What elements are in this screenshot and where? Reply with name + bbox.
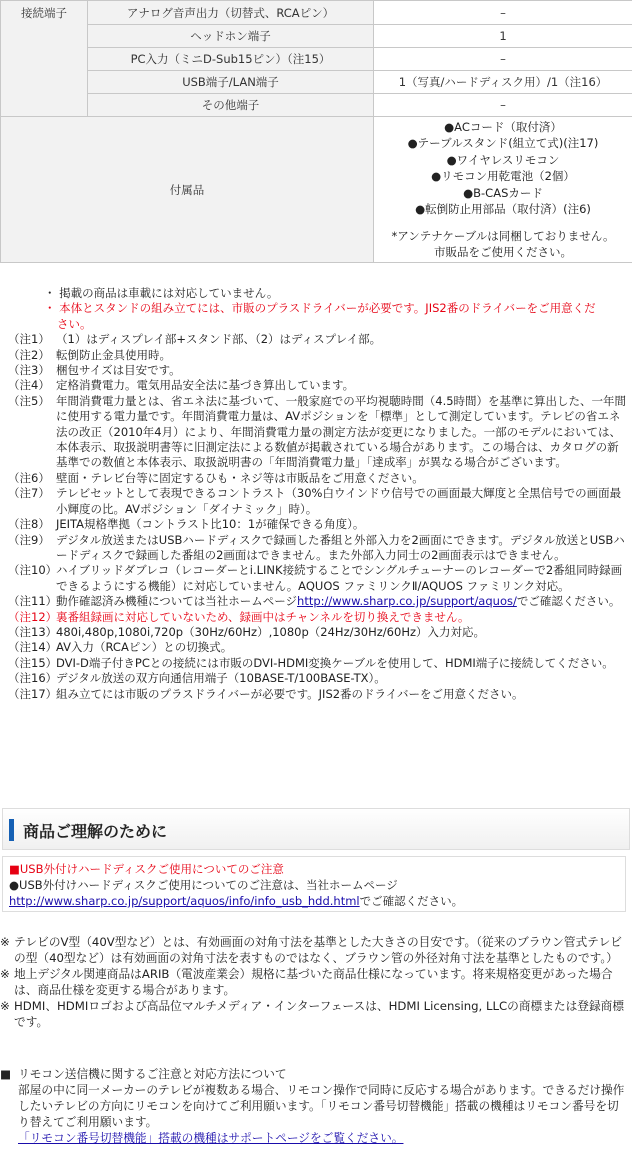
remark-mark: ※	[0, 935, 10, 949]
footnote	[8, 656, 628, 671]
remote-notice	[0, 1066, 628, 1146]
support-aquos-link[interactable]: http://www.sharp.co.jp/support/aquos/	[297, 594, 517, 609]
spec-label: PC入力（ミニD-Sub15ピン）（注15）	[88, 48, 374, 71]
footnote-text: AV入力（RCAピン）との切換式。	[56, 640, 233, 655]
footnote-text: 組み立てには市販のプラスドライバーが必要です。JIS2番のドライバーをご用意ください。	[56, 686, 524, 701]
footnote-text: DVI-D端子付きPCとの接続には市販のDVI-HDMI変換ケーブルを使用して、HDMI端子に接続してください。	[56, 655, 614, 670]
spec-value: 1	[374, 25, 632, 48]
accessory-note: *アンテナケーブルは同梱しておりません。	[391, 228, 615, 243]
square-bullet-icon: ■	[0, 1067, 12, 1081]
remote-notice-title: リモコン送信機に関するご注意と対応方法について	[18, 1067, 287, 1081]
footnote	[8, 533, 628, 564]
accessory-item: ●ACコード（取付済）	[444, 119, 562, 134]
remark	[0, 966, 628, 998]
remark-text: 地上デジタル関連商品はARIB（電波産業会）規格に基づいた商品仕様になっています。将来規格変更があった場合は、商品仕様を変更する場合があります。	[14, 967, 613, 997]
footnote-text: 裏番組録画に対応していないため、録画中はチャンネルを切り換えできません。	[56, 609, 470, 624]
footnote-key: （注16）	[8, 671, 58, 686]
footnote	[8, 471, 628, 486]
footnote-text: 動作確認済み機種については当社ホームページ	[56, 594, 298, 609]
footnote-warning	[8, 610, 628, 625]
spec-table	[0, 0, 632, 263]
remark	[0, 934, 628, 966]
accessories-label: 付属品	[1, 117, 374, 263]
footnote-key: （注2）	[8, 347, 50, 362]
footnote	[8, 363, 628, 378]
accessory-item: ●B-CASカード	[463, 185, 543, 200]
accessory-item: ●ワイヤレスリモコン	[446, 152, 560, 167]
footnote	[8, 517, 628, 532]
footnote	[8, 687, 628, 702]
remote-notice-body: 部屋の中に同一メーカーのテレビが複数ある場合、リモコン操作で同時に反応する場合があります。できるだけ操作したいテレビの方向にリモコンを向けてご利用願います。「リモコン番号切替機能」搭載の機種はリモコン番号を切り替えてご利用願います。	[18, 1083, 625, 1129]
footnote	[8, 378, 628, 393]
bullet-note-warning-cont: さい。	[57, 316, 92, 331]
spec-value: –	[374, 48, 632, 71]
remote-support-link[interactable]: 「リモコン番号切替機能」搭載の機種はサポートページをご覧ください。	[18, 1131, 404, 1145]
spec-label: USB端子/LAN端子	[88, 71, 374, 94]
usb-hdd-info-link[interactable]: http://www.sharp.co.jp/support/aquos/info/info_usb_hdd.html	[9, 894, 360, 908]
remark-text: テレビのV型（40V型など）とは、有効画面の対角寸法を基準とした大きさの目安です。（従来のブラウン管式テレビの型（40型など）は有効画面の対角寸法を表すものではなく、ブラウン管の外径対角寸法を基準としたものです。）	[14, 935, 622, 965]
footnote-key: （注17）	[8, 686, 58, 701]
footnote	[8, 348, 628, 363]
footnote-key: （注15）	[8, 655, 58, 670]
footnote	[8, 563, 628, 594]
footnote	[8, 332, 628, 347]
footnote	[8, 640, 628, 655]
usb-notice-text: でご確認ください。	[359, 894, 464, 908]
footnote-text: ハイブリッドダブレコ（レコーダーとi.LINK接続することでシングルチューナーのレコーダーで2番組同時録画できるようにする機能）に対応していません。AQUOS ファミリンクⅡ/AQUOS ファミリンク対応。	[56, 563, 623, 593]
usb-notice-text: ●USB外付けハードディスクご使用についてのご注意は、当社ホームページ	[9, 878, 398, 892]
footnote-key: （注13）	[8, 624, 58, 639]
footnote-key: （注6）	[8, 470, 50, 485]
footnote-key: （注8）	[8, 517, 50, 532]
footnote-key: （注1）	[8, 332, 50, 347]
footnote-text: 480i,480p,1080i,720p（30Hz/60Hz）,1080p（24Hz/30Hz/60Hz）入力対応。	[56, 624, 486, 639]
footnote-text: テレビセットとして表現できるコントラスト（30%白ウインドウ信号での画面最大輝度と全黒信号での画面最小輝度の比。AVポジション「ダイナミック」時）。	[56, 486, 622, 516]
footnote	[8, 625, 628, 640]
footnote-text: 壁面・テレビ台等に固定するひも・ネジ等は市販品をご用意ください。	[56, 470, 424, 485]
footnote-text: 梱包サイズは目安です。	[56, 363, 181, 378]
footnote-text: 年間消費電力量とは、省エネ法に基づいて、一般家庭での平均視聴時間（4.5時間）を基準に算出した、一年間に使用する電力量です。年間消費電力量は、AVポジションを「標準」として測定しています。テレビの省エネ法の改正（2010年4月）により、年間消費電力量の測定方法が変更になりました。一部のモデルにおいては、本体表示、取扱説明書等に旧測定法による数値が掲載されている場合があります。この場合は、カタログの新基準での数値と本体表示、取扱説明書の「年間消費電力量」「達成率」が異なる場合がございます。	[56, 393, 627, 470]
accessories-list	[374, 117, 632, 263]
footnote-key: （注7）	[8, 486, 50, 501]
footnote-text: 定格消費電力。電気用品安全法に基づき算出しています。	[56, 378, 355, 393]
footnote	[8, 671, 628, 686]
remark	[0, 998, 628, 1030]
footnote	[8, 486, 628, 517]
section-header	[2, 808, 630, 850]
accessory-note: 市販品をご使用ください。	[434, 245, 572, 259]
footnote	[8, 594, 628, 609]
footnote-text: 転倒防止金具使用時。	[56, 347, 171, 362]
footnote-text: でご確認ください。	[516, 594, 621, 609]
accessory-item: ●転倒防止用部品（取付済）(注6)	[415, 202, 591, 216]
spec-label: その他端子	[88, 94, 374, 117]
spec-label: ヘッドホン端子	[88, 25, 374, 48]
footnote-text: デジタル放送の双方向通信用端子（10BASE-T/100BASE-TX）。	[56, 671, 386, 686]
footnote-key: （注12）	[8, 609, 58, 624]
spec-value: –	[374, 94, 632, 117]
accessory-item: ●テーブルスタンド(組立て式)(注17)	[407, 136, 599, 150]
footnote-key: （注9）	[8, 532, 50, 547]
spec-label: アナログ音声出力（切替式、RCAピン）	[88, 1, 374, 25]
usb-notice-box	[2, 856, 626, 912]
section-title: 商品ご理解のために	[23, 822, 168, 841]
footnote-key: （注4）	[8, 378, 50, 393]
footnote-key: （注10）	[8, 563, 58, 578]
spec-value: –	[374, 1, 632, 25]
footnote-text: JEITA規格準拠（コントラスト比10：1が確保できる角度）。	[56, 517, 365, 532]
footnote-key: （注3）	[8, 363, 50, 378]
footnote-key: （注5）	[8, 393, 50, 408]
footnote	[8, 394, 628, 471]
remark-mark: ※	[0, 999, 10, 1013]
group-label-connectors: 接続端子	[1, 1, 88, 117]
bullet-note: ・ 掲載の商品は車載には対応していません。	[44, 286, 279, 300]
usb-notice-title: ■USB外付けハードディスクご使用についてのご注意	[9, 862, 284, 876]
section-accent-bar	[9, 819, 14, 841]
footnote-key: （注11）	[8, 594, 58, 609]
footnote-key: （注14）	[8, 640, 58, 655]
accessory-item: ●リモコン用乾電池（2個）	[431, 169, 575, 183]
remark-text: HDMI、HDMIロゴおよび高品位マルチメディア・インターフェースは、HDMI Licensing, LLCの商標または登録商標です。	[14, 999, 625, 1029]
footnotes	[8, 286, 628, 702]
footnote-text: （1）はディスプレイ部+スタンド部、（2）はディスプレイ部。	[56, 332, 382, 347]
spec-value: 1（写真/ハードディスク用）/1（注16）	[374, 71, 632, 94]
remark-mark: ※	[0, 967, 10, 981]
remarks	[0, 934, 628, 1030]
footnote-text: デジタル放送またはUSBハードディスクで録画した番組と外部入力を2画面にできます。デジタル放送とUSBハードディスクで録画した番組の2画面はできません。また外部入力同士の2画面表示はできません。	[56, 532, 625, 562]
bullet-note-warning: ・ 本体とスタンドの組み立てには、市販のプラスドライバーが必要です。JIS2番のドライバーをご用意くだ	[44, 301, 596, 316]
